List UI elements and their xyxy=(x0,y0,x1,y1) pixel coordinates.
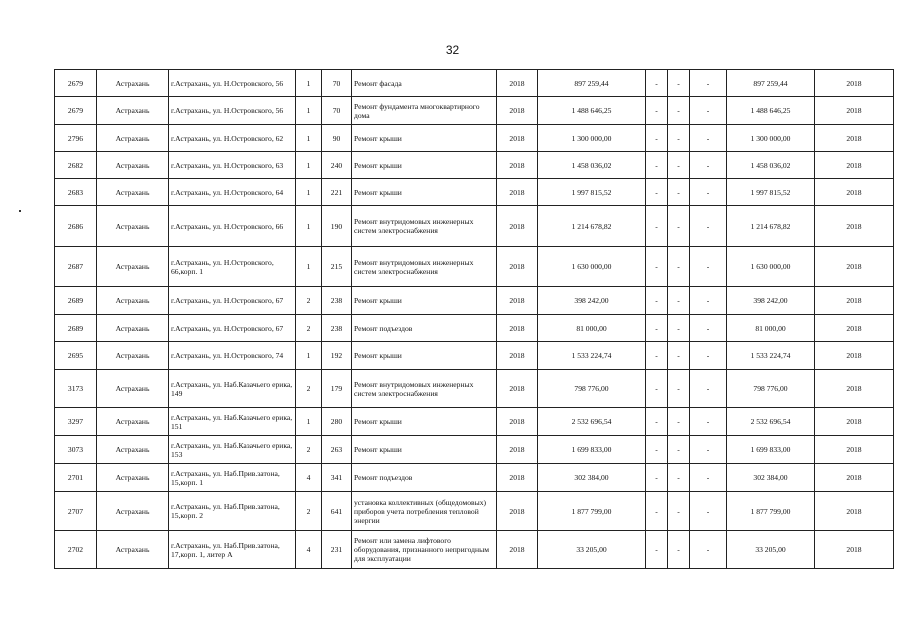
number-cell: 263 xyxy=(322,436,352,464)
dash-cell: - xyxy=(690,315,727,342)
dash-cell: - xyxy=(690,531,727,569)
end-year-cell: 2018 xyxy=(815,370,894,408)
total-cell: 33 205,00 xyxy=(727,531,815,569)
work-type-cell: Ремонт крыши xyxy=(352,342,497,370)
end-year-cell: 2018 xyxy=(815,315,894,342)
address-cell: г.Астрахань, ул. Н.Островского, 74 xyxy=(169,342,296,370)
row-id-cell: 3173 xyxy=(55,370,97,408)
dash-cell: - xyxy=(690,125,727,152)
dash-cell: - xyxy=(668,342,690,370)
dash-cell: - xyxy=(690,206,727,247)
work-type-cell: Ремонт крыши xyxy=(352,408,497,436)
count-cell: 4 xyxy=(296,464,322,492)
city-cell: Астрахань xyxy=(97,531,169,569)
work-type-cell: Ремонт фасада xyxy=(352,70,497,97)
row-id-cell: 2689 xyxy=(55,287,97,315)
year-cell: 2018 xyxy=(497,70,538,97)
count-cell: 1 xyxy=(296,152,322,179)
dash-cell: - xyxy=(690,492,727,531)
work-type-cell: Ремонт крыши xyxy=(352,125,497,152)
dash-cell: - xyxy=(690,70,727,97)
year-cell: 2018 xyxy=(497,97,538,125)
city-cell: Астрахань xyxy=(97,492,169,531)
dash-cell: - xyxy=(668,97,690,125)
city-cell: Астрахань xyxy=(97,97,169,125)
count-cell: 2 xyxy=(296,492,322,531)
number-cell: 341 xyxy=(322,464,352,492)
city-cell: Астрахань xyxy=(97,342,169,370)
year-cell: 2018 xyxy=(497,315,538,342)
number-cell: 280 xyxy=(322,408,352,436)
row-id-cell: 2796 xyxy=(55,125,97,152)
dash-cell: - xyxy=(668,464,690,492)
end-year-cell: 2018 xyxy=(815,408,894,436)
dash-cell: - xyxy=(668,408,690,436)
number-cell: 70 xyxy=(322,97,352,125)
year-cell: 2018 xyxy=(497,531,538,569)
year-cell: 2018 xyxy=(497,125,538,152)
table-row xyxy=(55,287,894,315)
address-cell: г.Астрахань, ул. Наб.Казачьего ерика, 149 xyxy=(169,370,296,408)
count-cell: 1 xyxy=(296,408,322,436)
total-cell: 1 997 815,52 xyxy=(727,179,815,206)
total-cell: 2 532 696,54 xyxy=(727,408,815,436)
dash-cell: - xyxy=(668,206,690,247)
row-id-cell: 2695 xyxy=(55,342,97,370)
row-id-cell: 2679 xyxy=(55,97,97,125)
number-cell: 179 xyxy=(322,370,352,408)
end-year-cell: 2018 xyxy=(815,531,894,569)
row-id-cell: 2679 xyxy=(55,70,97,97)
dash-cell: - xyxy=(690,342,727,370)
work-type-cell: установка коллективных (общедомовых) приборов учета потребления тепловой энергии xyxy=(352,492,497,531)
total-cell: 897 259,44 xyxy=(727,70,815,97)
city-cell: Астрахань xyxy=(97,247,169,287)
cost-cell: 1 877 799,00 xyxy=(538,492,646,531)
cost-cell: 1 300 000,00 xyxy=(538,125,646,152)
dash-cell: - xyxy=(646,492,668,531)
number-cell: 240 xyxy=(322,152,352,179)
row-id-cell: 2683 xyxy=(55,179,97,206)
cost-cell: 1 458 036,02 xyxy=(538,152,646,179)
total-cell: 798 776,00 xyxy=(727,370,815,408)
dash-cell: - xyxy=(668,125,690,152)
address-cell: г.Астрахань, ул. Н.Островского, 56 xyxy=(169,70,296,97)
total-cell: 1 300 000,00 xyxy=(727,125,815,152)
year-cell: 2018 xyxy=(497,287,538,315)
cost-cell: 897 259,44 xyxy=(538,70,646,97)
number-cell: 190 xyxy=(322,206,352,247)
table-row xyxy=(55,342,894,370)
total-cell: 1 699 833,00 xyxy=(727,436,815,464)
address-cell: г.Астрахань, ул. Н.Островского, 66 xyxy=(169,206,296,247)
cost-cell: 1 699 833,00 xyxy=(538,436,646,464)
count-cell: 2 xyxy=(296,370,322,408)
end-year-cell: 2018 xyxy=(815,179,894,206)
cost-cell: 398 242,00 xyxy=(538,287,646,315)
table-row xyxy=(55,370,894,408)
dash-cell: - xyxy=(690,370,727,408)
work-type-cell: Ремонт крыши xyxy=(352,179,497,206)
number-cell: 70 xyxy=(322,70,352,97)
dash-cell: - xyxy=(646,408,668,436)
city-cell: Астрахань xyxy=(97,315,169,342)
year-cell: 2018 xyxy=(497,179,538,206)
number-cell: 641 xyxy=(322,492,352,531)
count-cell: 1 xyxy=(296,342,322,370)
city-cell: Астрахань xyxy=(97,70,169,97)
dash-cell: - xyxy=(690,287,727,315)
table-row xyxy=(55,152,894,179)
table-row xyxy=(55,97,894,125)
row-id-cell: 2689 xyxy=(55,315,97,342)
year-cell: 2018 xyxy=(497,370,538,408)
address-cell: г.Астрахань, ул. Н.Островского, 66,корп. 1 xyxy=(169,247,296,287)
count-cell: 2 xyxy=(296,315,322,342)
dash-cell: - xyxy=(690,436,727,464)
dash-cell: - xyxy=(690,464,727,492)
count-cell: 1 xyxy=(296,97,322,125)
table-row xyxy=(55,206,894,247)
address-cell: г.Астрахань, ул. Наб.Казачьего ерика, 151 xyxy=(169,408,296,436)
cost-cell: 1 214 678,82 xyxy=(538,206,646,247)
address-cell: г.Астрахань, ул. Н.Островского, 56 xyxy=(169,97,296,125)
dash-cell: - xyxy=(668,152,690,179)
cost-cell: 1 488 646,25 xyxy=(538,97,646,125)
row-id-cell: 2701 xyxy=(55,464,97,492)
count-cell: 1 xyxy=(296,125,322,152)
end-year-cell: 2018 xyxy=(815,125,894,152)
work-type-cell: Ремонт крыши xyxy=(352,152,497,179)
dash-cell: - xyxy=(646,206,668,247)
address-cell: г.Астрахань, ул. Н.Островского, 63 xyxy=(169,152,296,179)
year-cell: 2018 xyxy=(497,342,538,370)
count-cell: 1 xyxy=(296,247,322,287)
address-cell: г.Астрахань, ул. Н.Островского, 64 xyxy=(169,179,296,206)
row-id-cell: 3297 xyxy=(55,408,97,436)
end-year-cell: 2018 xyxy=(815,97,894,125)
city-cell: Астрахань xyxy=(97,287,169,315)
total-cell: 302 384,00 xyxy=(727,464,815,492)
dash-cell: - xyxy=(690,152,727,179)
dash-cell: - xyxy=(668,179,690,206)
table-row xyxy=(55,436,894,464)
cost-cell: 1 630 000,00 xyxy=(538,247,646,287)
end-year-cell: 2018 xyxy=(815,152,894,179)
total-cell: 1 214 678,82 xyxy=(727,206,815,247)
year-cell: 2018 xyxy=(497,206,538,247)
dash-cell: - xyxy=(668,247,690,287)
end-year-cell: 2018 xyxy=(815,287,894,315)
end-year-cell: 2018 xyxy=(815,436,894,464)
row-id-cell: 2707 xyxy=(55,492,97,531)
dash-cell: - xyxy=(646,247,668,287)
total-cell: 1 458 036,02 xyxy=(727,152,815,179)
end-year-cell: 2018 xyxy=(815,464,894,492)
dash-cell: - xyxy=(646,287,668,315)
dash-cell: - xyxy=(646,125,668,152)
table-row xyxy=(55,492,894,531)
work-type-cell: Ремонт или замена лифтового оборудования, признанного непригодным для эксплуатации xyxy=(352,531,497,569)
city-cell: Астрахань xyxy=(97,464,169,492)
city-cell: Астрахань xyxy=(97,408,169,436)
cost-cell: 33 205,00 xyxy=(538,531,646,569)
year-cell: 2018 xyxy=(497,436,538,464)
dash-cell: - xyxy=(646,436,668,464)
year-cell: 2018 xyxy=(497,408,538,436)
count-cell: 2 xyxy=(296,436,322,464)
cost-cell: 81 000,00 xyxy=(538,315,646,342)
dash-cell: - xyxy=(668,492,690,531)
work-type-cell: Ремонт фундамента многоквартирного дома xyxy=(352,97,497,125)
work-type-cell: Ремонт подъездов xyxy=(352,315,497,342)
dash-cell: - xyxy=(690,179,727,206)
dash-cell: - xyxy=(690,247,727,287)
address-cell: г.Астрахань, ул. Н.Островского, 67 xyxy=(169,315,296,342)
table-row xyxy=(55,70,894,97)
cost-cell: 302 384,00 xyxy=(538,464,646,492)
work-type-cell: Ремонт внутридомовых инженерных систем электроснабжения xyxy=(352,247,497,287)
dash-cell: - xyxy=(646,152,668,179)
number-cell: 215 xyxy=(322,247,352,287)
work-type-cell: Ремонт внутридомовых инженерных систем электроснабжения xyxy=(352,206,497,247)
dash-cell: - xyxy=(646,70,668,97)
dash-cell: - xyxy=(668,287,690,315)
table-row xyxy=(55,247,894,287)
work-type-cell: Ремонт подъездов xyxy=(352,464,497,492)
dash-cell: - xyxy=(646,97,668,125)
total-cell: 1 630 000,00 xyxy=(727,247,815,287)
dash-cell: - xyxy=(646,179,668,206)
count-cell: 1 xyxy=(296,179,322,206)
table-row xyxy=(55,179,894,206)
dash-cell: - xyxy=(646,464,668,492)
address-cell: г.Астрахань, ул. Наб.Казачьего ерика, 153 xyxy=(169,436,296,464)
total-cell: 1 877 799,00 xyxy=(727,492,815,531)
address-cell: г.Астрахань, ул. Наб.Прив.затона, 17,корп. 1, литер А xyxy=(169,531,296,569)
number-cell: 192 xyxy=(322,342,352,370)
address-cell: г.Астрахань, ул. Наб.Прив.затона, 15,корп. 1 xyxy=(169,464,296,492)
dash-cell: - xyxy=(668,70,690,97)
row-id-cell: 3073 xyxy=(55,436,97,464)
count-cell: 1 xyxy=(296,206,322,247)
total-cell: 81 000,00 xyxy=(727,315,815,342)
row-id-cell: 2686 xyxy=(55,206,97,247)
address-cell: г.Астрахань, ул. Н.Островского, 67 xyxy=(169,287,296,315)
end-year-cell: 2018 xyxy=(815,247,894,287)
cost-cell: 1 997 815,52 xyxy=(538,179,646,206)
dash-cell: - xyxy=(690,97,727,125)
dash-cell: - xyxy=(668,531,690,569)
table-row xyxy=(55,408,894,436)
city-cell: Астрахань xyxy=(97,152,169,179)
end-year-cell: 2018 xyxy=(815,206,894,247)
work-type-cell: Ремонт крыши xyxy=(352,287,497,315)
number-cell: 238 xyxy=(322,287,352,315)
dash-cell: - xyxy=(646,531,668,569)
cost-cell: 798 776,00 xyxy=(538,370,646,408)
dash-cell: - xyxy=(668,315,690,342)
dash-cell: - xyxy=(668,436,690,464)
number-cell: 231 xyxy=(322,531,352,569)
table-row xyxy=(55,125,894,152)
row-id-cell: 2682 xyxy=(55,152,97,179)
end-year-cell: 2018 xyxy=(815,492,894,531)
number-cell: 90 xyxy=(322,125,352,152)
dash-cell: - xyxy=(646,315,668,342)
city-cell: Астрахань xyxy=(97,206,169,247)
city-cell: Астрахань xyxy=(97,179,169,206)
count-cell: 2 xyxy=(296,287,322,315)
city-cell: Астрахань xyxy=(97,125,169,152)
total-cell: 1 488 646,25 xyxy=(727,97,815,125)
dash-cell: - xyxy=(668,370,690,408)
row-id-cell: 2687 xyxy=(55,247,97,287)
repair-program-table xyxy=(54,69,894,569)
stray-mark xyxy=(19,210,21,212)
count-cell: 1 xyxy=(296,70,322,97)
cost-cell: 2 532 696,54 xyxy=(538,408,646,436)
city-cell: Астрахань xyxy=(97,370,169,408)
total-cell: 1 533 224,74 xyxy=(727,342,815,370)
year-cell: 2018 xyxy=(497,464,538,492)
number-cell: 221 xyxy=(322,179,352,206)
address-cell: г.Астрахань, ул. Наб.Прив.затона, 15,корп. 2 xyxy=(169,492,296,531)
city-cell: Астрахань xyxy=(97,436,169,464)
year-cell: 2018 xyxy=(497,152,538,179)
page-number: 32 xyxy=(445,43,460,57)
row-id-cell: 2702 xyxy=(55,531,97,569)
end-year-cell: 2018 xyxy=(815,70,894,97)
end-year-cell: 2018 xyxy=(815,342,894,370)
number-cell: 238 xyxy=(322,315,352,342)
table-row xyxy=(55,464,894,492)
year-cell: 2018 xyxy=(497,492,538,531)
cost-cell: 1 533 224,74 xyxy=(538,342,646,370)
work-type-cell: Ремонт внутридомовых инженерных систем электроснабжения xyxy=(352,370,497,408)
count-cell: 4 xyxy=(296,531,322,569)
total-cell: 398 242,00 xyxy=(727,287,815,315)
work-type-cell: Ремонт крыши xyxy=(352,436,497,464)
table-row xyxy=(55,531,894,569)
dash-cell: - xyxy=(690,408,727,436)
dash-cell: - xyxy=(646,370,668,408)
dash-cell: - xyxy=(646,342,668,370)
year-cell: 2018 xyxy=(497,247,538,287)
address-cell: г.Астрахань, ул. Н.Островского, 62 xyxy=(169,125,296,152)
table-row xyxy=(55,315,894,342)
